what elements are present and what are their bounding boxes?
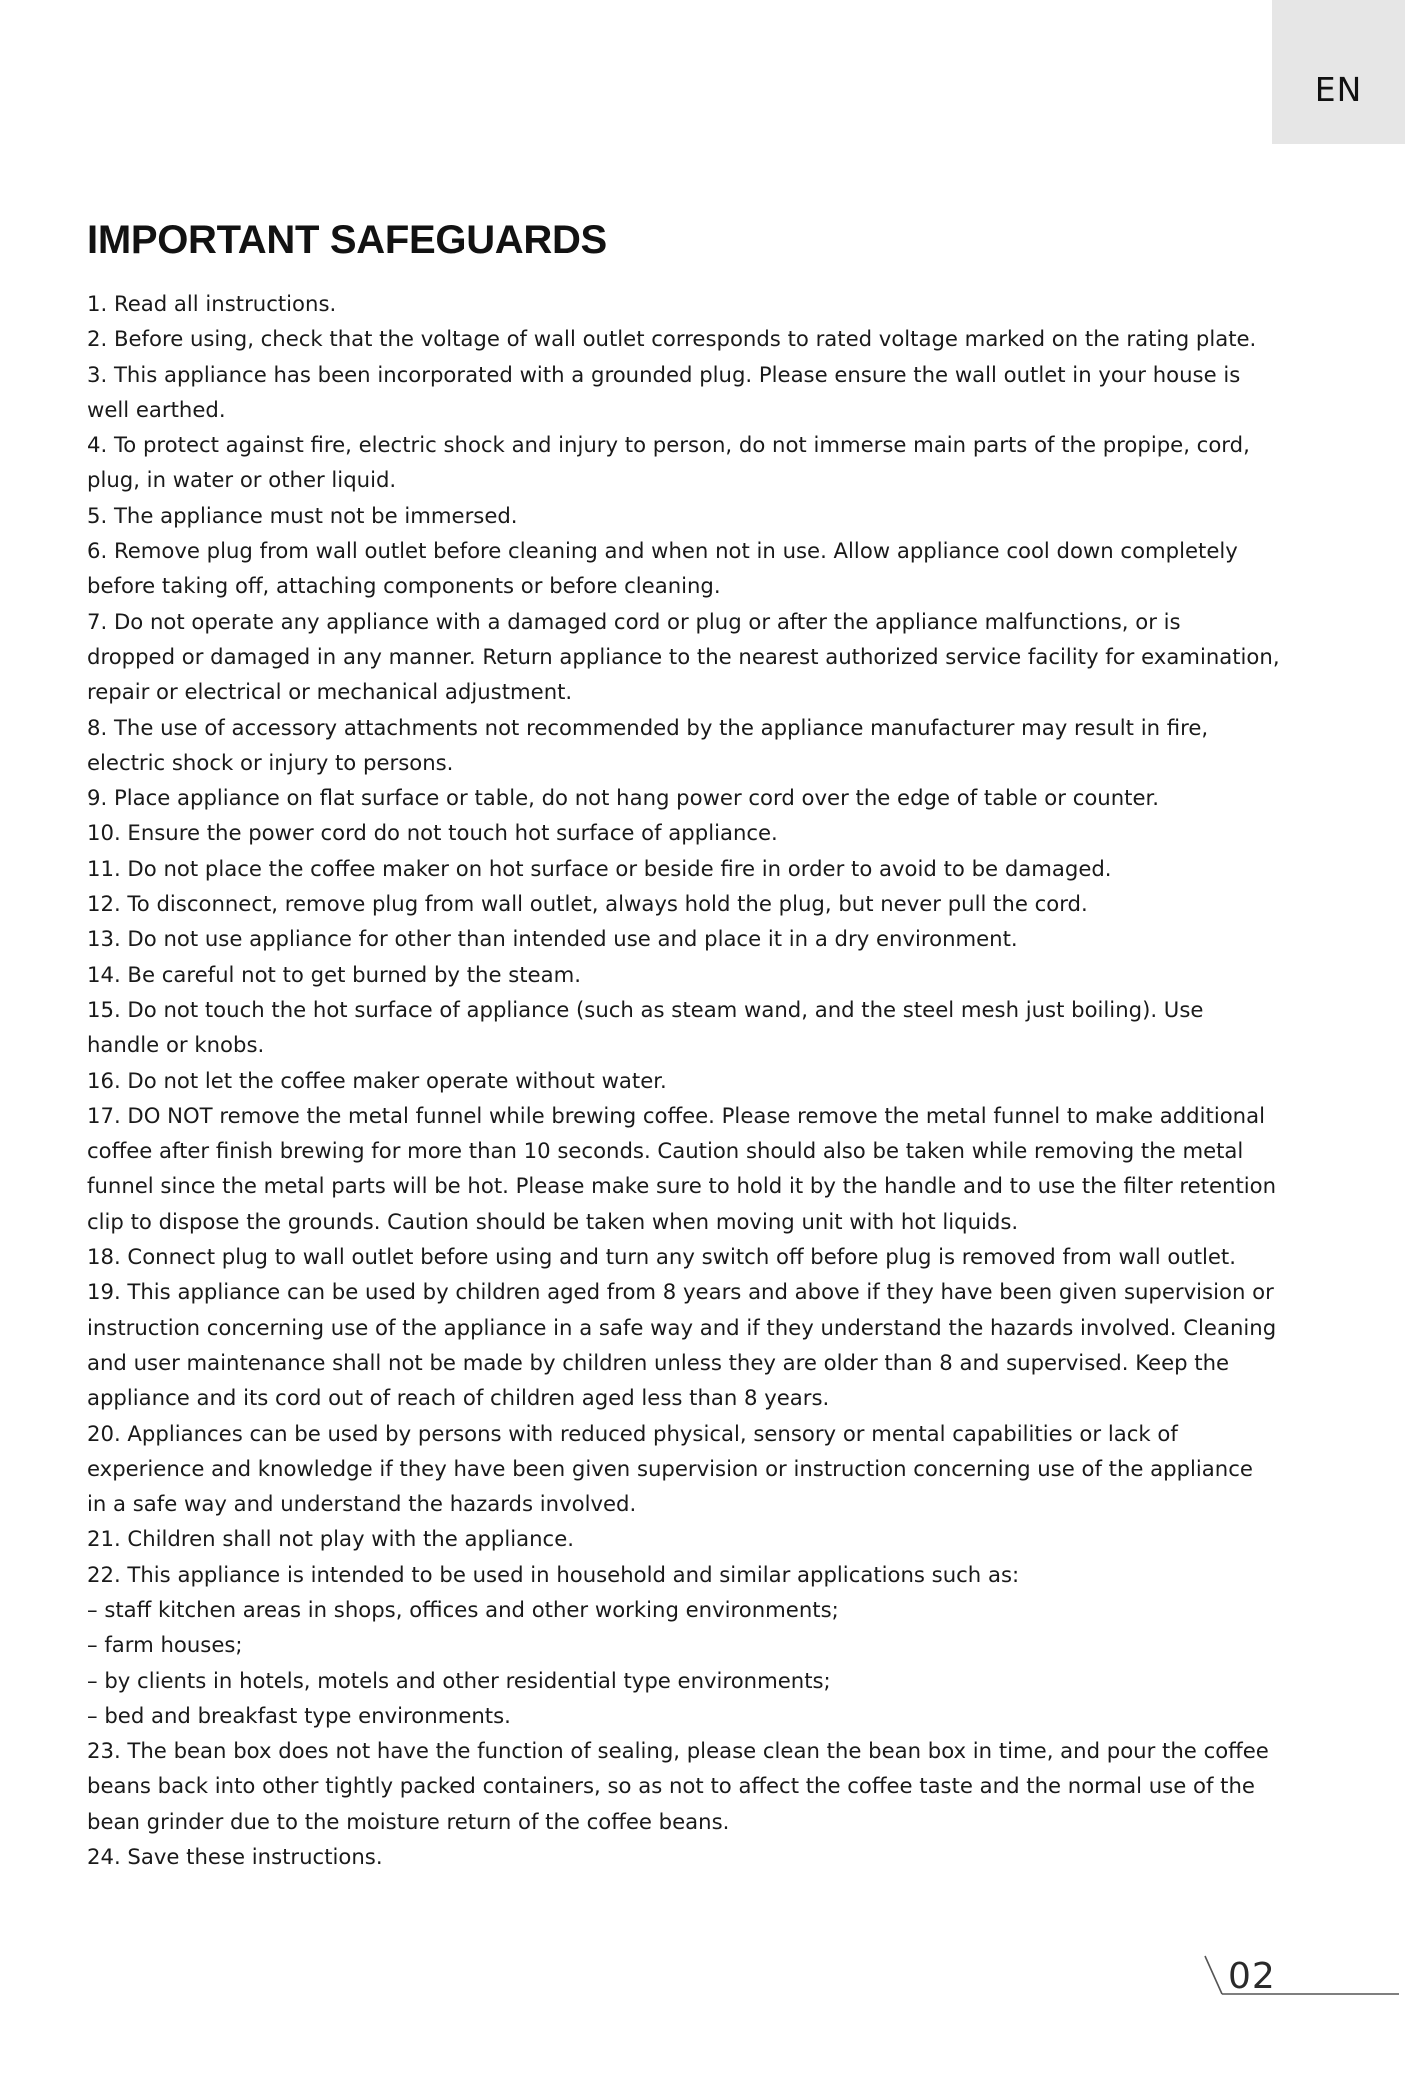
safeguard-line: bean grinder due to the moisture return of the coffee beans. [87, 1808, 730, 1834]
safeguard-line: well earthed. [87, 396, 226, 422]
safeguards-list [87, 286, 1309, 1874]
safeguard-line: 12. To disconnect, remove plug from wall outlet, always hold the plug, but never pull the cord. [87, 891, 1088, 917]
safeguard-line: instruction concerning use of the appliance in a safe way and if they understand the hazards involved. Cleaning [87, 1314, 1277, 1340]
safeguard-line: repair or electrical or mechanical adjustment. [87, 679, 573, 705]
safeguard-line: 6. Remove plug from wall outlet before cleaning and when not in use. Allow appliance cool down completely [87, 538, 1238, 564]
safeguard-line: – farm houses; [87, 1632, 243, 1658]
safeguard-line: 10. Ensure the power cord do not touch hot surface of appliance. [87, 820, 778, 846]
language-label: EN [1314, 70, 1363, 109]
safeguard-line: electric shock or injury to persons. [87, 749, 454, 775]
safeguard-line: dropped or damaged in any manner. Return appliance to the nearest authorized service facility for examination, [87, 643, 1280, 669]
safeguard-line: 8. The use of accessory attachments not recommended by the appliance manufacturer may result in fire, [87, 714, 1209, 740]
safeguard-line: 15. Do not touch the hot surface of appliance (such as steam wand, and the steel mesh just boiling). Use [87, 996, 1204, 1022]
safeguard-line: 19. This appliance can be used by children aged from 8 years and above if they have been given supervision or [87, 1279, 1274, 1305]
safeguard-line: beans back into other tightly packed containers, so as not to affect the coffee taste and the normal use of the [87, 1773, 1255, 1799]
safeguard-line: 20. Appliances can be used by persons with reduced physical, sensory or mental capabilities or lack of [87, 1420, 1178, 1446]
safeguard-line: clip to dispose the grounds. Caution should be taken when moving unit with hot liquids. [87, 1208, 1019, 1234]
language-tab [1272, 0, 1405, 144]
safeguard-line: 11. Do not place the coffee maker on hot surface or beside fire in order to avoid to be damaged. [87, 855, 1112, 881]
safeguard-line: 22. This appliance is intended to be used in household and similar applications such as: [87, 1561, 1020, 1587]
safeguard-line: in a safe way and understand the hazards involved. [87, 1491, 637, 1517]
safeguard-line: 3. This appliance has been incorporated with a grounded plug. Please ensure the wall outlet in your house is [87, 361, 1241, 387]
safeguard-line: plug, in water or other liquid. [87, 467, 397, 493]
safeguard-line: 9. Place appliance on flat surface or table, do not hang power cord over the edge of table or counter. [87, 785, 1160, 811]
safeguard-line: 23. The bean box does not have the function of sealing, please clean the bean box in time, and pour the coffee [87, 1738, 1269, 1764]
safeguard-line: 7. Do not operate any appliance with a damaged cord or plug or after the appliance malfunctions, or is [87, 608, 1181, 634]
safeguard-line: 18. Connect plug to wall outlet before using and turn any switch off before plug is removed from wall outlet. [87, 1244, 1236, 1270]
safeguard-line: – by clients in hotels, motels and other residential type environments; [87, 1667, 831, 1693]
page-number: 02 [1228, 1956, 1276, 1997]
safeguard-line: 16. Do not let the coffee maker operate without water. [87, 1067, 667, 1093]
page-title: IMPORTANT SAFEGUARDS [87, 218, 607, 262]
safeguard-line: – bed and breakfast type environments. [87, 1702, 511, 1728]
safeguard-line: 24. Save these instructions. [87, 1844, 383, 1870]
safeguard-line: – staff kitchen areas in shops, offices and other working environments; [87, 1596, 839, 1622]
safeguard-line: before taking off, attaching components or before cleaning. [87, 573, 721, 599]
safeguard-line: 21. Children shall not play with the appliance. [87, 1526, 574, 1552]
safeguard-line: 13. Do not use appliance for other than intended use and place it in a dry environment. [87, 926, 1018, 952]
safeguard-line: and user maintenance shall not be made by children unless they are older than 8 and supervised. Keep the [87, 1349, 1230, 1375]
safeguard-line: appliance and its cord out of reach of children aged less than 8 years. [87, 1385, 830, 1411]
safeguard-line: funnel since the metal parts will be hot. Please make sure to hold it by the handle and to use the filter retention [87, 1173, 1277, 1199]
safeguard-line: 2. Before using, check that the voltage of wall outlet corresponds to rated voltage marked on the rating plate. [87, 326, 1257, 352]
safeguard-line: 4. To protect against fire, electric shock and injury to person, do not immerse main parts of the propipe, cord, [87, 432, 1250, 458]
safeguard-line: coffee after finish brewing for more than 10 seconds. Caution should also be taken while removing the metal [87, 1138, 1244, 1164]
safeguard-line: 1. Read all instructions. [87, 291, 337, 316]
safeguard-line: 5. The appliance must not be immersed. [87, 502, 518, 528]
safeguard-line: handle or knobs. [87, 1032, 265, 1058]
safeguard-line: experience and knowledge if they have been given supervision or instruction concerning use of the appliance [87, 1455, 1253, 1481]
safeguard-line: 17. DO NOT remove the metal funnel while brewing coffee. Please remove the metal funnel to make additional [87, 1102, 1265, 1128]
safeguard-line: 14. Be careful not to get burned by the steam. [87, 961, 581, 987]
